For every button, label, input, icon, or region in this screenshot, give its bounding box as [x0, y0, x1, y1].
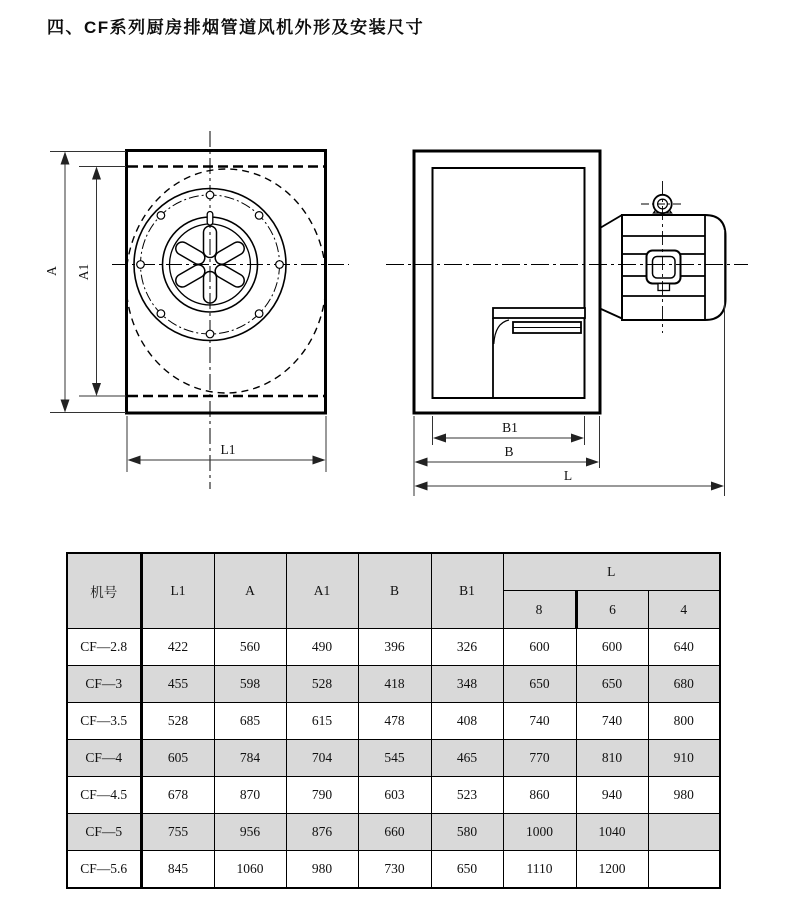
cell: 528 — [141, 703, 214, 740]
front-view — [44, 131, 349, 489]
cell — [648, 851, 720, 889]
cell: 603 — [358, 777, 431, 814]
header-b: B — [358, 553, 431, 629]
dimension-table — [66, 552, 721, 889]
cell: 740 — [576, 703, 648, 740]
cell: 1060 — [214, 851, 286, 889]
table-row — [67, 703, 720, 740]
header-l-4: 4 — [648, 591, 720, 629]
cell: 640 — [648, 629, 720, 666]
page-title: 四、CF系列厨房排烟管道风机外形及安装尺寸 — [47, 18, 425, 37]
cell — [648, 814, 720, 851]
dimension-label-b1: B1 — [502, 420, 518, 435]
cell: 326 — [431, 629, 503, 666]
cell: 740 — [503, 703, 576, 740]
cell: 870 — [214, 777, 286, 814]
cell: 600 — [576, 629, 648, 666]
cell: 490 — [286, 629, 358, 666]
table-row — [67, 629, 720, 666]
header-a: A — [214, 553, 286, 629]
cell: 605 — [141, 740, 214, 777]
dimension-label-l: L — [563, 468, 573, 483]
cell-model: CF—3 — [67, 666, 141, 703]
cell: 560 — [214, 629, 286, 666]
cell: 422 — [141, 629, 214, 666]
header-model: 机号 — [67, 553, 141, 629]
cell-model: CF—4.5 — [67, 777, 141, 814]
cell-model: CF—5 — [67, 814, 141, 851]
cell: 580 — [431, 814, 503, 851]
cell: 1040 — [576, 814, 648, 851]
cell: 704 — [286, 740, 358, 777]
dimension-l1 — [127, 416, 326, 472]
cell: 660 — [358, 814, 431, 851]
header-l1: L1 — [141, 553, 214, 629]
table-row — [67, 666, 720, 703]
table-row — [67, 814, 720, 851]
cell: 1000 — [503, 814, 576, 851]
motor-bracket — [493, 308, 585, 398]
cell: 860 — [503, 777, 576, 814]
dimension-b1 — [433, 416, 585, 445]
cell: 545 — [358, 740, 431, 777]
dimension-a — [44, 152, 126, 413]
cell: 598 — [214, 666, 286, 703]
cell-model: CF—3.5 — [67, 703, 141, 740]
cell: 956 — [214, 814, 286, 851]
header-l: L — [503, 553, 720, 591]
cell: 980 — [648, 777, 720, 814]
cell: 980 — [286, 851, 358, 889]
cell: 528 — [286, 666, 358, 703]
side-inner-panel — [433, 168, 585, 398]
header-b1: B1 — [431, 553, 503, 629]
cell: 396 — [358, 629, 431, 666]
cell: 455 — [141, 666, 214, 703]
cell: 790 — [286, 777, 358, 814]
dimension-label-a: A — [44, 266, 59, 276]
cell: 465 — [431, 740, 503, 777]
cell: 755 — [141, 814, 214, 851]
side-casing-outline — [414, 151, 600, 413]
dimension-a1 — [76, 167, 126, 397]
dimension-label-l1: L1 — [220, 442, 236, 457]
cell-model: CF—4 — [67, 740, 141, 777]
header-l-8: 8 — [503, 591, 576, 629]
dimension-label-b: B — [504, 444, 514, 459]
cell: 348 — [431, 666, 503, 703]
cell-model: CF—5.6 — [67, 851, 141, 889]
side-view — [386, 151, 748, 496]
cell: 615 — [286, 703, 358, 740]
motor-mount-line-bottom — [600, 309, 622, 319]
cell: 910 — [648, 740, 720, 777]
cell: 523 — [431, 777, 503, 814]
motor — [622, 181, 726, 333]
cell: 845 — [141, 851, 214, 889]
cell: 478 — [358, 703, 431, 740]
cell: 418 — [358, 666, 431, 703]
cell: 678 — [141, 777, 214, 814]
cell: 680 — [648, 666, 720, 703]
dimension-label-a1: A1 — [76, 263, 91, 281]
cell: 770 — [503, 740, 576, 777]
cell: 650 — [503, 666, 576, 703]
table-row — [67, 851, 720, 889]
cell: 810 — [576, 740, 648, 777]
cell: 1200 — [576, 851, 648, 889]
cell: 800 — [648, 703, 720, 740]
cell: 730 — [358, 851, 431, 889]
table-row — [67, 740, 720, 777]
cell: 685 — [214, 703, 286, 740]
key-stub — [207, 212, 213, 226]
cell: 940 — [576, 777, 648, 814]
cell: 1110 — [503, 851, 576, 889]
cell: 876 — [286, 814, 358, 851]
cell: 784 — [214, 740, 286, 777]
header-a1: A1 — [286, 553, 358, 629]
cell: 650 — [576, 666, 648, 703]
motor-mount-line-top — [600, 215, 622, 228]
header-l-6: 6 — [576, 591, 648, 629]
cell: 600 — [503, 629, 576, 666]
cell: 408 — [431, 703, 503, 740]
cell-model: CF—2.8 — [67, 629, 141, 666]
cell: 650 — [431, 851, 503, 889]
table-row — [67, 777, 720, 814]
